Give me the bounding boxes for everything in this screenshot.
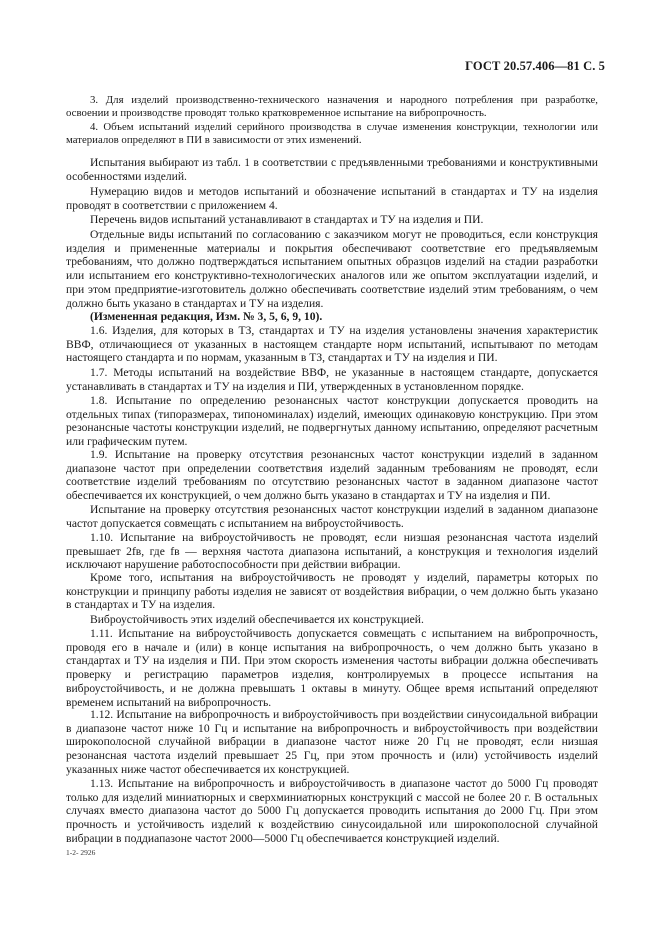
paragraph-1-11: 1.11. Испытание на виброустойчивость допускается совмещать с испытанием на вибропрочность, проводя его в начале и (или) в конце испытания на вибропрочность, о чем должно быть указано в стандартах и ТУ на изделия и ПИ. При этом скорость изменения частоты вибрации должна обеспечивать проверку и регистрацию параметров изделия, контролируемых в процессе испытания на виброустойчивость, и не должна превышать 1 октавы в минуту. Общее время испытаний определяют временем испытаний на вибропрочность.: [66, 627, 598, 709]
paragraph-1-10-end: Виброустойчивость этих изделий обеспечивается их конструкцией.: [90, 613, 424, 626]
paragraph-revision: (Измененная редакция, Изм. № 3, 5, 6, 9, 10).: [90, 310, 323, 323]
paragraph-1-9: 1.9. Испытание на проверку отсутствия резонансных частот конструкции изделий в заданном диапазоне частот при определении соответствия изделий заданным требованиям не проводят, если соответствие изделий требованиям по отсутствию резонансных частот в заданном диапазоне частот обеспечивается их конструкцией, о чем должно быть указано в стандартах и ТУ на изделия и ПИ.: [66, 448, 598, 503]
paragraph-note-3: 3. Для изделий производственно-технического назначения и народного потребления при разработке, освоении и производстве проводят только кратковременное испытание на вибропрочность.: [66, 94, 598, 119]
paragraph-1-6: 1.6. Изделия, для которых в ТЗ, стандартах и ТУ на изделия установлены значения характеристик ВВФ, отличающиеся от указанных в настоящем стандарте норм испытаний, испытывают по методам настоящего стандарта и по нормам, указанным в ТЗ, стандартах и ТУ на изделия и ПИ.: [66, 324, 598, 365]
page-header: ГОСТ 20.57.406—81 С. 5: [465, 59, 605, 73]
paragraph-1-9-cont: Испытание на проверку отсутствия резонансных частот конструкции изделий в заданном диапазоне частот допускается совмещать с испытанием на виброустойчивость.: [66, 503, 598, 530]
paragraph-1-10-cont: Кроме того, испытания на виброустойчивость не проводят у изделий, параметры которых по конструкции и принципу работы изделия не зависят от воздействия вибрации, о чем должно быть указано в стандартах и ТУ на изделия.: [66, 571, 598, 612]
paragraph-note-4: 4. Объем испытаний изделий серийного производства в случае изменения конструкции, технологии или материалов определяют в ПИ в зависимости от этих изменений.: [66, 121, 598, 146]
paragraph-list: Перечень видов испытаний устанавливают в стандартах и ТУ на изделия и ПИ.: [90, 213, 484, 226]
paragraph-1-7: 1.7. Методы испытаний на воздействие ВВФ, не указанные в настоящем стандарте, допускается устанавливать в стандартах и ТУ на изделия и ПИ, утвержденных в установленном порядке.: [66, 366, 598, 393]
paragraph-separate-tests: Отдельные виды испытаний по согласованию с заказчиком могут не проводиться, если конструкция изделия и примененные материалы и покрытия обеспечивают соответствие его предъявляемым требованиям, что должно подтверждаться испытанием опытных образцов изделий на стадии разработки или испытанием его конструктивно-технологических аналогов или же опытом эксплуатации изделий, и при этом предприятие-изготовитель должно обеспечивать соответствие изделий этим требованиям, о чем должно быть указано в стандартах и ТУ на изделия.: [66, 228, 598, 310]
paragraph-numbering: Нумерацию видов и методов испытаний и обозначение испытаний в стандартах и ТУ на изделия проводят в соответствии с приложением 4.: [66, 185, 598, 212]
page-footer-code: 1-2- 2926: [66, 848, 96, 857]
paragraph-1-13: 1.13. Испытание на вибропрочность и виброустойчивость в диапазоне частот до 5000 Гц проводят только для изделий миниатюрных и сверхминиатюрных конструкций с массой не более 20 г. В остальных случаях вместо диапазона частот до 5000 Гц допускается проводить испытания до 2000 Гц. При этом прочность и устойчивость изделий к воздействию синусоидальной или широкополосной случайной вибрации в поддиапазоне частот 2000—5000 Гц обеспечивается конструкцией изделий.: [66, 777, 598, 845]
paragraph-selection: Испытания выбирают из табл. 1 в соответствии с предъявленными требованиями и конструктивными особенностями изделий.: [66, 156, 598, 183]
paragraph-1-12: 1.12. Испытание на вибропрочность и виброустойчивость при воздействии синусоидальной вибрации в диапазоне частот ниже 10 Гц и испытание на вибропрочность и виброустойчивость при воздействии широкополосной случайной вибрации в диапазоне частот ниже 20 Гц не проводят, если низшая резонансная частота изделий превышает 25 Гц, при этом прочность и (или) устойчивость изделий указанных ниже частот обеспечивается их конструкцией.: [66, 708, 598, 776]
paragraph-1-10: 1.10. Испытание на виброустойчивость не проводят, если низшая резонансная частота изделий превышает 2fв, где fв — верхняя частота диапазона испытаний, а конструкция и технология изделий исключают нарушение работоспособности при действии вибрации.: [66, 531, 598, 572]
paragraph-1-8: 1.8. Испытание по определению резонансных частот конструкции допускается проводить на отдельных типах (типоразмерах, типономиналах) изделий, имеющих одинаковую конструкцию. При этом резонансные частоты конструкции изделий, не подвергнутых данному испытанию, определяют расчетным или графическим путем.: [66, 394, 598, 449]
